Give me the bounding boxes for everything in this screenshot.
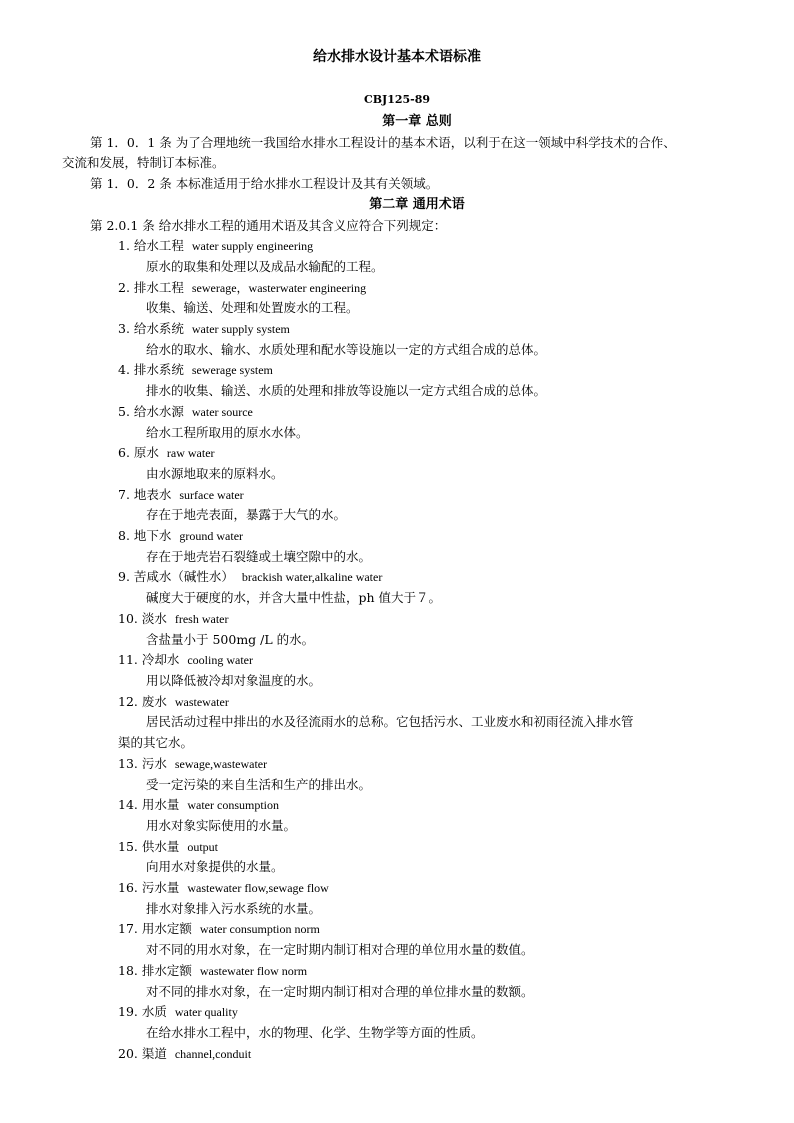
term-definition-continuation: 渠的其它水。 [118,735,194,751]
term-english: sewerage，wasterwater engineering [191,280,367,295]
chapter-1-heading: 第一章 总则 [382,114,452,129]
term-english: raw water [166,446,215,461]
term-number: 4. [118,362,130,378]
term-definition: 给水的取水、输水、水质处理和配水等设施以一定的方式组合成的总体。 [146,341,547,357]
term-definition: 存在于地壳岩石裂缝或土壤空隙中的水。 [146,548,372,564]
term-english: wastewater [174,694,229,709]
term-definition: 在给水排水工程中，水的物理、化学、生物学等方面的性质。 [146,1024,484,1040]
document-title: 给水排水设计基本术语标准 [313,49,481,65]
term-chinese: 给水工程 [133,238,184,254]
term-english: sewage,wastewater [174,756,268,771]
term-entry [62,319,752,340]
term-definition: 向用水对象提供的水量。 [146,859,284,875]
term-number: 1. [118,238,130,254]
term-entry [62,878,752,899]
term-number: 2. [118,279,130,295]
term-definition: 受一定污染的来自生活和生产的排出水。 [146,776,372,792]
term-chinese: 给水水源 [133,403,184,419]
term-english: fresh water [174,611,229,626]
clause-text: 本标准适用于给水排水工程设计及其有关领域。 [175,176,439,192]
term-chinese: 废水 [141,693,167,709]
term-chinese: 用水定额 [141,921,192,937]
term-number: 17. [118,921,138,937]
term-english: channel,conduit [174,1046,252,1061]
term-entry [62,795,752,816]
term-entry [62,236,752,257]
term-chinese: 水质 [141,1004,167,1020]
term-entry [62,402,752,423]
term-number: 8. [118,528,130,544]
term-english: water consumption norm [199,922,320,937]
term-chinese: 排水系统 [133,362,184,378]
term-english: ground water [179,529,244,544]
clause-text: 给水排水工程的通用术语及其含义应符合下列规定： [158,217,447,233]
term-definition: 用以降低被冷却对象温度的水。 [146,672,322,688]
term-definition: 存在于地壳表面，暴露于大气的水。 [146,507,347,523]
term-number: 15. [118,838,138,854]
term-chinese: 污水量 [141,880,180,896]
term-number: 18. [118,962,138,978]
term-definition: 排水对象排入污水系统的水量。 [146,900,322,916]
term-number: 9. [118,569,130,585]
term-english: water source [191,404,253,419]
clause-1-0-2 [62,174,752,195]
clause-text: 为了合理地统一我国给水排水工程设计的基本术语，以利于在这一领域中科学技术的合作、 [175,134,676,150]
term-chinese: 淡水 [141,610,167,626]
term-chinese: 冷却水 [141,652,180,668]
term-definition: 居民活动过程中排出的水及径流雨水的总称。它包括污水、工业废水和初雨径流入排水管 [146,714,634,730]
term-english: water quality [174,1005,238,1020]
term-english: surface water [179,487,244,502]
clause-prefix: 第 1．0．2 条 [90,176,172,192]
term-chinese: 渠道 [141,1045,167,1061]
term-english: output [187,839,219,854]
term-chinese: 地下水 [133,528,172,544]
term-chinese: 排水定额 [141,962,192,978]
term-entry [62,1002,752,1023]
term-chinese: 污水 [141,755,167,771]
term-entry [62,692,752,713]
term-definition: 用水对象实际使用的水量。 [146,817,297,833]
term-definition: 给水工程所取用的原水水体。 [146,424,309,440]
term-entry [62,754,752,775]
term-english: sewerage system [191,363,273,378]
term-english: water consumption [187,798,279,813]
term-english: cooling water [187,653,253,668]
term-entry [62,650,752,671]
clause-prefix: 第 1．0．1 条 [90,134,172,150]
term-definition: 由水源地取来的原料水。 [146,465,284,481]
term-entry [62,567,752,588]
term-entry [62,961,752,982]
term-entry [62,837,752,858]
clause-1-0-1-continuation: 交流和发展，特制订本标准。 [62,155,225,171]
terms-list [62,236,752,1064]
term-definition: 原水的取集和处理以及成品水输配的工程。 [146,258,384,274]
chapter-2-heading: 第二章 通用术语 [369,196,465,212]
term-english: water supply engineering [191,239,314,254]
term-definition: 对不同的排水对象，在一定时期内制订相对合理的单位排水量的数额。 [146,983,534,999]
term-number: 12. [118,693,138,709]
term-entry [62,1044,752,1065]
term-number: 13. [118,755,138,771]
term-chinese: 原水 [133,445,159,461]
term-entry [62,609,752,630]
term-number: 19. [118,1004,138,1020]
document-body [62,112,752,1064]
term-number: 14. [118,797,138,813]
term-chinese: 给水系统 [133,321,184,337]
term-definition: 碱度大于硬度的水，并含大量中性盐，ph 值大于７。 [146,590,442,606]
term-english: water supply system [191,322,290,337]
term-number: 10. [118,610,138,626]
term-entry [62,919,752,940]
term-entry [62,360,752,381]
clause-2-0-1 [62,216,752,237]
term-number: 5. [118,403,130,419]
term-entry [62,278,752,299]
term-number: 7. [118,486,130,502]
term-number: 11. [118,652,138,668]
term-definition: 收集、输送、处理和处置废水的工程。 [146,300,359,316]
term-definition: 含盐量小于 500mg /L 的水。 [146,631,315,647]
clause-prefix: 第 2.0.1 条 [90,217,155,233]
term-english: wastewater flow norm [199,963,308,978]
term-english: brackish water,alkaline water [241,570,383,585]
term-number: 20. [118,1045,138,1061]
term-chinese: 排水工程 [133,279,184,295]
term-chinese: 供水量 [141,838,180,854]
term-english: wastewater flow,sewage flow [187,881,329,896]
document-code: CBJ125-89 [363,93,431,106]
term-chinese: 苦咸水（碱性水） [133,569,234,585]
term-chinese: 用水量 [141,797,180,813]
term-number: 16. [118,880,138,896]
term-definition: 排水的收集、输送、水质的处理和排放等设施以一定方式组合成的总体。 [146,383,547,399]
clause-1-0-1 [62,133,752,154]
term-definition: 对不同的用水对象，在一定时期内制订相对合理的单位用水量的数值。 [146,942,534,958]
term-entry [62,485,752,506]
term-number: 3. [118,321,130,337]
term-chinese: 地表水 [133,486,172,502]
term-entry [62,526,752,547]
term-entry [62,443,752,464]
term-number: 6. [118,445,130,461]
